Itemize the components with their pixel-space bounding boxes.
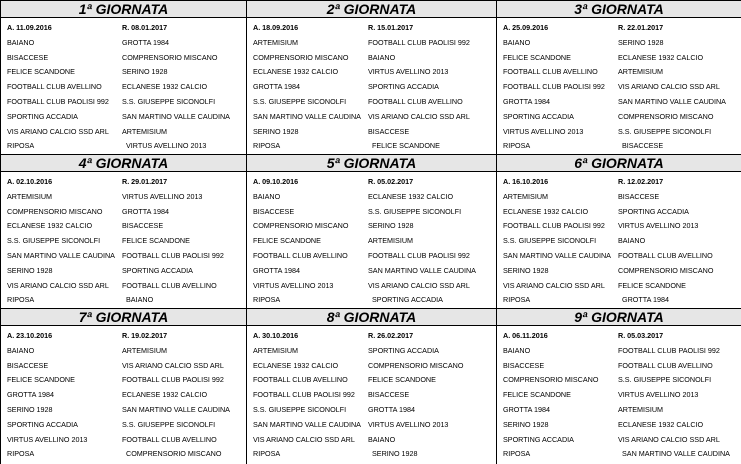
home-team: ECLANESE 1932 CALCIO (503, 206, 589, 216)
home-team: VIS ARIANO CALCIO SSD ARL (7, 280, 109, 290)
riposa-label: RIPOSA (503, 449, 531, 459)
match-list (1, 18, 246, 154)
riposa-team: BAIANO (126, 295, 154, 305)
match-row (253, 219, 496, 234)
match-row (7, 344, 246, 359)
riposa-team: VIRTUS AVELLINO 2013 (126, 141, 207, 151)
home-team: GROTTA 1984 (253, 265, 301, 275)
home-team: FOOTBALL CLUB AVELLINO (253, 375, 348, 385)
home-team: VIS ARIANO CALCIO SSD ARL (253, 434, 355, 444)
home-team: VIRTUS AVELLINO 2013 (7, 434, 88, 444)
away-team: SERINO 1928 (122, 67, 168, 77)
home-team: FELICE SCANDONE (7, 375, 75, 385)
home-team: BAIANO (7, 37, 35, 47)
date-row (253, 329, 496, 344)
away-team: GROTTA 1984 (122, 206, 170, 216)
away-team: BAIANO (368, 434, 396, 444)
home-team: SERINO 1928 (7, 265, 53, 275)
giornata-title: 5ª GIORNATA (247, 155, 496, 172)
home-team: ARTEMISIUM (7, 191, 52, 201)
home-team: SAN MARTINO VALLE CAUDINA (253, 419, 361, 429)
away-team: ECLANESE 1932 CALCIO (368, 191, 454, 201)
home-team: BAIANO (7, 345, 35, 355)
away-team: FOOTBALL CLUB PAOLISI 992 (618, 345, 720, 355)
away-team: COMPRENSORIO MISCANO (618, 111, 714, 121)
giornata-title: 2ª GIORNATA (247, 1, 496, 18)
away-team: FOOTBALL CLUB PAOLISI 992 (122, 250, 224, 260)
match-row (253, 51, 496, 66)
away-team: FOOTBALL CLUB AVELLINO (368, 96, 463, 106)
riposa-label: RIPOSA (7, 449, 35, 459)
home-team: BISACCESE (253, 206, 295, 216)
ritorno-date: R. 05.03.2017 (618, 331, 664, 340)
away-team: S.S. GIUSEPPE SICONOLFI (122, 96, 216, 106)
date-row (253, 175, 496, 190)
riposa-label: RIPOSA (503, 295, 531, 305)
away-team: BISACCESE (368, 126, 410, 136)
away-team: COMPRENSORIO MISCANO (618, 265, 714, 275)
away-team: SPORTING ACCADIA (368, 345, 439, 355)
match-row (7, 433, 246, 448)
home-team: GROTTA 1984 (503, 404, 551, 414)
away-team: FOOTBALL CLUB PAOLISI 992 (122, 375, 224, 385)
giornata-block (1, 1, 247, 155)
match-row (7, 373, 246, 388)
home-team: ECLANESE 1932 CALCIO (253, 67, 339, 77)
home-team: FELICE SCANDONE (503, 390, 571, 400)
match-row (253, 249, 496, 264)
home-team: SAN MARTINO VALLE CAUDINA (503, 250, 611, 260)
match-list (497, 172, 741, 308)
home-team: SPORTING ACCADIA (503, 111, 574, 121)
home-team: SERINO 1928 (503, 419, 549, 429)
home-team: FOOTBALL CLUB PAOLISI 992 (503, 221, 605, 231)
away-team: SERINO 1928 (368, 221, 414, 231)
away-team: FOOTBALL CLUB AVELLINO (618, 360, 713, 370)
match-row (503, 65, 741, 80)
giornata-block (247, 155, 497, 309)
date-row (253, 21, 496, 36)
match-row (253, 433, 496, 448)
match-row (503, 279, 741, 294)
match-row (253, 418, 496, 433)
ritorno-date: R. 19.02.2017 (122, 331, 168, 340)
home-team: BISACCESE (7, 52, 49, 62)
home-team: SERINO 1928 (503, 265, 549, 275)
home-team: ARTEMISIUM (253, 345, 298, 355)
match-row (503, 418, 741, 433)
match-row (7, 95, 246, 110)
away-team: ARTEMISIUM (122, 345, 167, 355)
away-team: BISACCESE (122, 221, 164, 231)
giornata-title: 7ª GIORNATA (1, 309, 246, 326)
away-team: VIRTUS AVELLINO 2013 (368, 67, 449, 77)
away-team: SAN MARTINO VALLE CAUDINA (618, 96, 726, 106)
riposa-team: FELICE SCANDONE (372, 141, 440, 151)
home-team: FOOTBALL CLUB PAOLISI 992 (503, 82, 605, 92)
ritorno-date: R. 22.01.2017 (618, 23, 664, 32)
match-list (247, 18, 496, 154)
away-team: ARTEMISIUM (618, 67, 663, 77)
ritorno-date: R. 05.02.2017 (368, 177, 414, 186)
match-row (7, 51, 246, 66)
away-team: FOOTBALL CLUB AVELLINO (122, 280, 217, 290)
home-team: FOOTBALL CLUB AVELLINO (7, 82, 102, 92)
match-row (253, 344, 496, 359)
riposa-team: COMPRENSORIO MISCANO (126, 449, 222, 459)
away-team: BAIANO (618, 236, 646, 246)
ritorno-date: R. 26.02.2017 (368, 331, 414, 340)
andata-date: A. 23.10.2016 (7, 331, 53, 340)
riposa-row (253, 293, 496, 308)
away-team: SERINO 1928 (618, 37, 664, 47)
away-team: ECLANESE 1932 CALCIO (122, 390, 208, 400)
riposa-row (503, 293, 741, 308)
away-team: S.S. GIUSEPPE SICONOLFI (618, 375, 712, 385)
match-list (247, 326, 496, 462)
andata-date: A. 25.09.2016 (503, 23, 549, 32)
riposa-team: SPORTING ACCADIA (372, 295, 443, 305)
match-row (253, 205, 496, 220)
away-team: S.S. GIUSEPPE SICONOLFI (122, 419, 216, 429)
away-team: FOOTBALL CLUB PAOLISI 992 (368, 37, 470, 47)
away-team: FOOTBALL CLUB PAOLISI 992 (368, 250, 470, 260)
giornata-block (497, 309, 741, 464)
home-team: SPORTING ACCADIA (503, 434, 574, 444)
ritorno-date: R. 08.01.2017 (122, 23, 168, 32)
ritorno-date: R. 15.01.2017 (368, 23, 414, 32)
home-team: SERINO 1928 (253, 126, 299, 136)
match-row (503, 433, 741, 448)
match-list (247, 172, 496, 308)
ritorno-date: R. 12.02.2017 (618, 177, 664, 186)
riposa-label: RIPOSA (503, 141, 531, 151)
match-list (1, 326, 246, 462)
riposa-team: SERINO 1928 (372, 449, 418, 459)
match-row (253, 388, 496, 403)
away-team: SAN MARTINO VALLE CAUDINA (122, 404, 230, 414)
match-row (253, 110, 496, 125)
match-row (503, 344, 741, 359)
away-team: GROTTA 1984 (368, 404, 416, 414)
andata-date: A. 02.10.2016 (7, 177, 53, 186)
match-row (503, 190, 741, 205)
match-row (7, 264, 246, 279)
home-team: GROTTA 1984 (7, 390, 55, 400)
giornata-block (1, 309, 247, 464)
match-row (253, 403, 496, 418)
match-row (503, 219, 741, 234)
giornata-title: 1ª GIORNATA (1, 1, 246, 18)
home-team: COMPRENSORIO MISCANO (7, 206, 103, 216)
match-row (503, 51, 741, 66)
away-team: S.S. GIUSEPPE SICONOLFI (368, 206, 462, 216)
riposa-label: RIPOSA (253, 141, 281, 151)
giornata-block (247, 309, 497, 464)
match-list (497, 18, 741, 154)
home-team: FELICE SCANDONE (253, 236, 321, 246)
match-row (253, 65, 496, 80)
match-row (503, 373, 741, 388)
riposa-label: RIPOSA (7, 141, 35, 151)
home-team: ARTEMISIUM (253, 37, 298, 47)
away-team: GROTTA 1984 (122, 37, 170, 47)
match-row (7, 205, 246, 220)
andata-date: A. 18.09.2016 (253, 23, 299, 32)
date-row (503, 329, 741, 344)
andata-date: A. 11.09.2016 (7, 23, 52, 32)
giornata-title: 3ª GIORNATA (497, 1, 741, 18)
match-row (253, 234, 496, 249)
match-row (7, 110, 246, 125)
match-row (503, 80, 741, 95)
away-team: ARTEMISIUM (368, 236, 413, 246)
away-team: ECLANESE 1932 CALCIO (618, 52, 704, 62)
match-row (7, 190, 246, 205)
away-team: SPORTING ACCADIA (618, 206, 689, 216)
home-team: FOOTBALL CLUB AVELLINO (503, 67, 598, 77)
match-row (253, 80, 496, 95)
away-team: ARTEMISIUM (122, 126, 167, 136)
date-row (7, 175, 246, 190)
match-row (503, 359, 741, 374)
andata-date: A. 30.10.2016 (253, 331, 299, 340)
away-team: ECLANESE 1932 CALCIO (122, 82, 208, 92)
away-team: SAN MARTINO VALLE CAUDINA (122, 111, 230, 121)
date-row (7, 21, 246, 36)
riposa-label: RIPOSA (253, 449, 281, 459)
riposa-team: SAN MARTINO VALLE CAUDINA (622, 449, 730, 459)
home-team: SERINO 1928 (7, 404, 53, 414)
away-team: SPORTING ACCADIA (368, 82, 439, 92)
riposa-row (253, 139, 496, 154)
date-row (7, 329, 246, 344)
home-team: COMPRENSORIO MISCANO (253, 221, 349, 231)
riposa-row (7, 293, 246, 308)
home-team: SPORTING ACCADIA (7, 111, 78, 121)
home-team: SAN MARTINO VALLE CAUDINA (7, 250, 115, 260)
home-team: ECLANESE 1932 CALCIO (7, 221, 93, 231)
home-team: S.S. GIUSEPPE SICONOLFI (253, 96, 347, 106)
away-team: VIRTUS AVELLINO 2013 (618, 221, 699, 231)
match-list (497, 326, 741, 462)
home-team: FELICE SCANDONE (503, 52, 571, 62)
away-team: BISACCESE (368, 390, 410, 400)
away-team: SAN MARTINO VALLE CAUDINA (368, 265, 476, 275)
match-row (503, 264, 741, 279)
andata-date: A. 09.10.2016 (253, 177, 299, 186)
home-team: BAIANO (503, 37, 531, 47)
match-row (7, 388, 246, 403)
match-row (253, 190, 496, 205)
giornata-title: 9ª GIORNATA (497, 309, 741, 326)
away-team: FELICE SCANDONE (618, 280, 686, 290)
away-team: VIS ARIANO CALCIO SSD ARL (368, 280, 470, 290)
match-row (503, 403, 741, 418)
match-row (503, 36, 741, 51)
giornata-title: 8ª GIORNATA (247, 309, 496, 326)
giornata-title: 6ª GIORNATA (497, 155, 741, 172)
home-team: GROTTA 1984 (253, 82, 301, 92)
riposa-row (7, 139, 246, 154)
home-team: VIRTUS AVELLINO 2013 (253, 280, 334, 290)
home-team: GROTTA 1984 (503, 96, 551, 106)
match-row (503, 249, 741, 264)
away-team: COMPRENSORIO MISCANO (122, 52, 218, 62)
home-team: BISACCESE (503, 360, 545, 370)
home-team: SAN MARTINO VALLE CAUDINA (253, 111, 361, 121)
away-team: FOOTBALL CLUB AVELLINO (618, 250, 713, 260)
away-team: VIS ARIANO CALCIO SSD ARL (618, 434, 720, 444)
home-team: S.S. GIUSEPPE SICONOLFI (7, 236, 101, 246)
giornata-block (1, 155, 247, 309)
home-team: FOOTBALL CLUB PAOLISI 992 (7, 96, 109, 106)
home-team: BISACCESE (7, 360, 49, 370)
match-row (7, 359, 246, 374)
match-row (253, 359, 496, 374)
home-team: VIRTUS AVELLINO 2013 (503, 126, 584, 136)
away-team: FELICE SCANDONE (122, 236, 190, 246)
giornata-block (247, 1, 497, 155)
home-team: BAIANO (253, 191, 281, 201)
riposa-row (503, 139, 741, 154)
match-row (7, 65, 246, 80)
away-team: S.S. GIUSEPPE SICONOLFI (618, 126, 712, 136)
home-team: FELICE SCANDONE (7, 67, 75, 77)
giornata-block (497, 1, 741, 155)
away-team: VIS ARIANO CALCIO SSD ARL (122, 360, 224, 370)
match-row (503, 125, 741, 140)
match-row (503, 110, 741, 125)
home-team: FOOTBALL CLUB AVELLINO (253, 250, 348, 260)
home-team: ECLANESE 1932 CALCIO (253, 360, 339, 370)
away-team: VIRTUS AVELLINO 2013 (122, 191, 203, 201)
away-team: BISACCESE (618, 191, 660, 201)
riposa-team: BISACCESE (622, 141, 664, 151)
riposa-label: RIPOSA (253, 295, 281, 305)
match-list (1, 172, 246, 308)
match-row (503, 388, 741, 403)
match-row (503, 205, 741, 220)
match-row (253, 125, 496, 140)
match-row (503, 234, 741, 249)
date-row (503, 175, 741, 190)
riposa-team: GROTTA 1984 (622, 295, 670, 305)
home-team: FOOTBALL CLUB PAOLISI 992 (253, 390, 355, 400)
match-row (7, 418, 246, 433)
giornata-block (497, 155, 741, 309)
away-team: FELICE SCANDONE (368, 375, 436, 385)
home-team: COMPRENSORIO MISCANO (503, 375, 599, 385)
riposa-row (503, 447, 741, 462)
away-team: COMPRENSORIO MISCANO (368, 360, 464, 370)
home-team: VIS ARIANO CALCIO SSD ARL (503, 280, 605, 290)
riposa-label: RIPOSA (7, 295, 35, 305)
match-row (253, 373, 496, 388)
match-row (7, 403, 246, 418)
andata-date: A. 06.11.2016 (503, 331, 548, 340)
home-team: BAIANO (503, 345, 531, 355)
match-row (7, 249, 246, 264)
match-row (253, 279, 496, 294)
match-row (253, 95, 496, 110)
home-team: VIS ARIANO CALCIO SSD ARL (7, 126, 109, 136)
giornata-title: 4ª GIORNATA (1, 155, 246, 172)
date-row (503, 21, 741, 36)
match-row (7, 125, 246, 140)
match-row (503, 95, 741, 110)
riposa-row (7, 447, 246, 462)
away-team: ARTEMISIUM (618, 404, 663, 414)
match-row (7, 279, 246, 294)
home-team: S.S. GIUSEPPE SICONOLFI (253, 404, 347, 414)
match-row (7, 80, 246, 95)
home-team: S.S. GIUSEPPE SICONOLFI (503, 236, 597, 246)
match-row (7, 234, 246, 249)
riposa-row (253, 447, 496, 462)
away-team: VIRTUS AVELLINO 2013 (618, 390, 699, 400)
ritorno-date: R. 29.01.2017 (122, 177, 168, 186)
home-team: SPORTING ACCADIA (7, 419, 78, 429)
match-row (253, 264, 496, 279)
away-team: BAIANO (368, 52, 396, 62)
away-team: VIS ARIANO CALCIO SSD ARL (618, 82, 720, 92)
match-row (253, 36, 496, 51)
away-team: VIS ARIANO CALCIO SSD ARL (368, 111, 470, 121)
match-row (7, 36, 246, 51)
away-team: VIRTUS AVELLINO 2013 (368, 419, 449, 429)
andata-date: A. 16.10.2016 (503, 177, 549, 186)
home-team: COMPRENSORIO MISCANO (253, 52, 349, 62)
match-row (7, 219, 246, 234)
away-team: FOOTBALL CLUB AVELLINO (122, 434, 217, 444)
away-team: SPORTING ACCADIA (122, 265, 193, 275)
away-team: ECLANESE 1932 CALCIO (618, 419, 704, 429)
home-team: ARTEMISIUM (503, 191, 548, 201)
